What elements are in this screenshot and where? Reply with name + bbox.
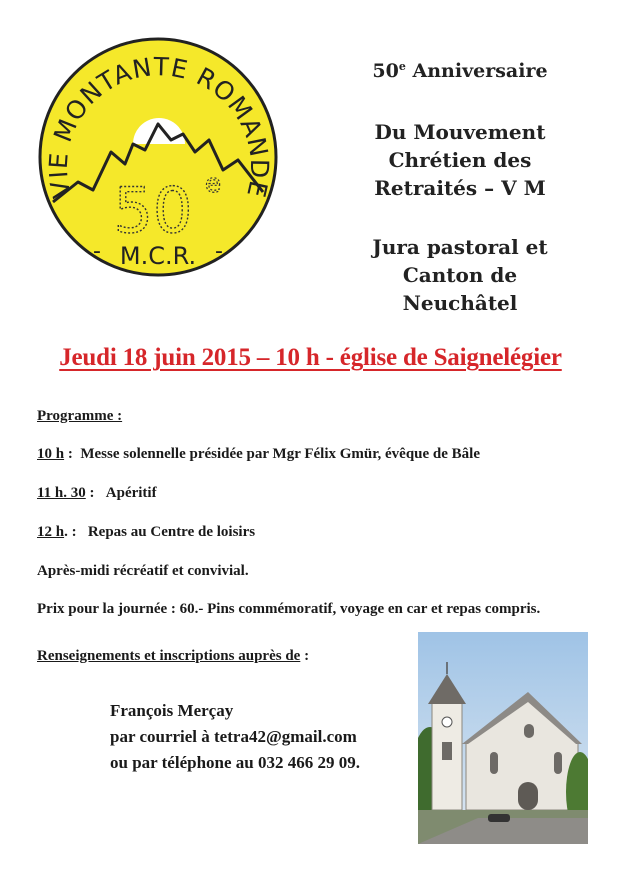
program-item-text: Messe solennelle présidée par Mgr Félix Gmür, évêque de Bâle: [80, 446, 481, 462]
program-item-time: 12 h: [37, 524, 65, 540]
contact-block: [110, 698, 360, 776]
program-item-time: 11 h. 30: [37, 485, 86, 501]
logo-number: 50: [113, 174, 193, 247]
program-title-text: Programme :: [37, 408, 123, 424]
region-heading: [300, 233, 620, 317]
info-title-suffix: :: [300, 648, 310, 664]
program-item-sep: :: [64, 446, 73, 462]
church-window: [490, 752, 498, 774]
anniversary-heading: [300, 56, 620, 86]
church-photo: [418, 632, 588, 844]
program-item-sep: . :: [64, 524, 77, 540]
program-item-text: Apéritif: [105, 485, 157, 501]
church-window: [524, 724, 534, 738]
event-text: Jeudi 18 juin 2015 – 10 h - église de Saignelégier: [59, 344, 562, 371]
logo-arc-text: VIE MONTANTE ROMANDE: [43, 52, 275, 201]
region-line: Canton de: [402, 263, 518, 287]
contact-email: par courriel à tetra42@gmail.com: [110, 727, 357, 746]
movement-line: Retraités – V M: [374, 176, 546, 200]
logo-bottom-text: M.C.R.: [119, 242, 197, 270]
info-title-text: Renseignements et inscriptions auprès de: [37, 648, 301, 664]
program-item: [37, 446, 480, 463]
tower-window: [442, 742, 452, 760]
region-line: Jura pastoral et: [372, 235, 548, 259]
logo-dash-right: -: [215, 239, 223, 264]
contact-phone: ou par téléphone au 032 466 29 09.: [110, 753, 360, 772]
info-title: [37, 648, 309, 665]
program-item: [37, 485, 157, 502]
region-line: Neuchâtel: [402, 291, 518, 315]
contact-name: François Merçay: [110, 701, 234, 720]
program-item-time: 10 h: [37, 446, 65, 462]
afternoon-line: Après-midi récréatif et convivial.: [37, 563, 249, 579]
anniversary-number: 50: [372, 60, 399, 82]
car: [488, 814, 510, 822]
logo-number-suffix: e: [205, 169, 221, 199]
tower-clock: [442, 717, 452, 727]
program-item-sep: :: [85, 485, 95, 501]
anniversary-text: Anniversaire: [412, 60, 548, 82]
anniversary-suffix: e: [398, 60, 406, 73]
event-line: [0, 344, 621, 372]
price-line: Prix pour la journée : 60.- Pins commémoratif, voyage en car et repas compris.: [37, 601, 541, 617]
church-window: [554, 752, 562, 774]
movement-line: Du Mouvement: [374, 120, 546, 144]
church-door: [518, 782, 538, 810]
movement-line: Chrétien des: [388, 148, 532, 172]
program-item-text: Repas au Centre de loisirs: [87, 524, 256, 540]
movement-heading: [300, 118, 620, 202]
program-item: [37, 524, 255, 541]
logo-dash-left: -: [93, 239, 101, 264]
program-title: [37, 408, 122, 425]
mcr-logo: [33, 32, 283, 282]
